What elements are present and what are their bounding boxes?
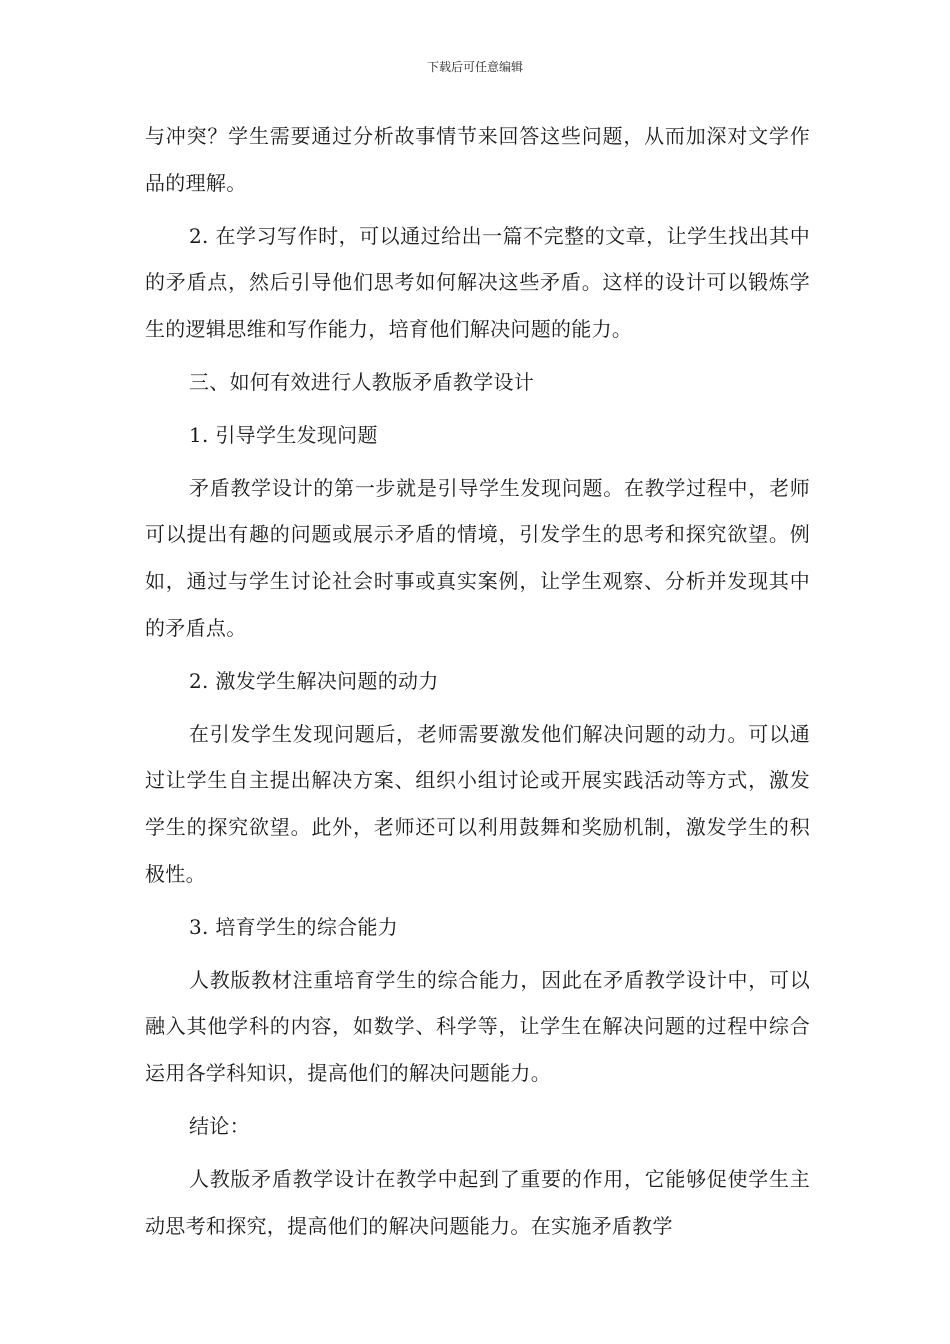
section-heading-three: 三、如何有效进行人教版矛盾教学设计 bbox=[189, 369, 535, 394]
paragraph-writing-example: 2. 在学习写作时，可以通过给出一篇不完整的文章，让学生找出其中的矛盾点，然后引导他们思考如何解决这些矛盾。这样的设计可以锻炼学生的逻辑思维和写作能力，培育他们解决问题的能力。 bbox=[145, 223, 810, 342]
page-header: 下载后可任意编辑 bbox=[426, 60, 523, 74]
subheading-discover-problems: 1. 引导学生发现问题 bbox=[189, 422, 378, 447]
paragraph-comprehensive-ability: 人教版教材注重培育学生的综合能力，因此在矛盾教学设计中，可以融入其他学科的内容，如数学、科学等，让学生在解决问题的过程中综合运用各学科知识，提高他们的解决问题能力。 bbox=[145, 967, 810, 1086]
paragraph-conclusion: 人教版矛盾教学设计在教学中起到了重要的作用，它能够促使学生主动思考和探究，提高他们的解决问题能力。在实施矛盾教学 bbox=[145, 1166, 810, 1238]
subheading-motivation: 2. 激发学生解决问题的动力 bbox=[189, 668, 439, 693]
document-body bbox=[145, 113, 810, 1249]
conclusion-heading: 结论： bbox=[189, 1113, 250, 1138]
paragraph-motivation: 在引发学生发现问题后，老师需要激发他们解决问题的动力。可以通过让学生自主提出解决方案、组织小组讨论或开展实践活动等方式，激发学生的探究欲望。此外，老师还可以利用鼓舞和奖励机制，激发学生的积极性。 bbox=[145, 721, 810, 886]
paragraph-discover-problems: 矛盾教学设计的第一步就是引导学生发现问题。在教学过程中，老师可以提出有趣的问题或展示矛盾的情境，引发学生的思考和探究欲望。例如，通过与学生讨论社会时事或真实案例，让学生观察、分析并发现其中的矛盾点。 bbox=[145, 475, 810, 640]
paragraph-continuation: 与冲突？学生需要通过分析故事情节来回答这些问题，从而加深对文学作品的理解。 bbox=[145, 124, 810, 195]
subheading-comprehensive-ability: 3. 培育学生的综合能力 bbox=[189, 914, 399, 939]
